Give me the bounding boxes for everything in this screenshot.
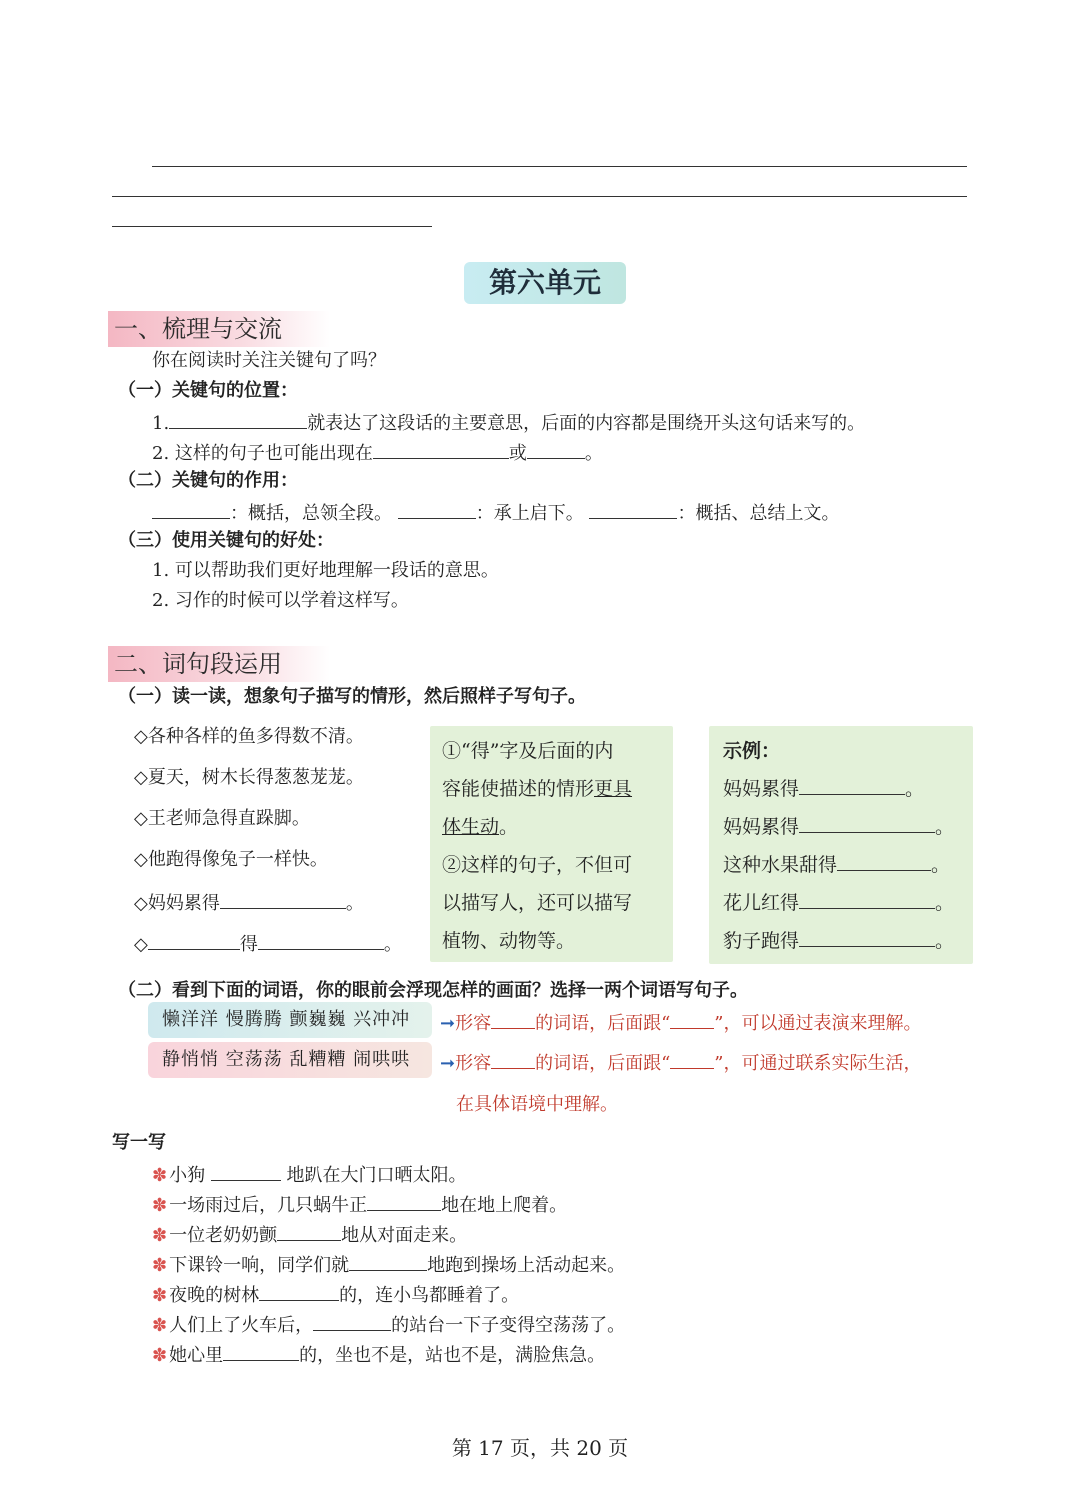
item-text: 她心里 — [169, 1345, 224, 1366]
example-text: 。 — [905, 778, 925, 800]
example-text: 。 — [931, 854, 951, 876]
flower-icon: ✽ — [152, 1345, 168, 1366]
answer-blank[interactable] — [148, 929, 240, 950]
tip-text: 容能使描述的情形 — [442, 778, 595, 800]
item-text: 地从对面走来。 — [341, 1225, 468, 1246]
example-text: 。 — [935, 816, 955, 838]
tip-text: 。 — [499, 816, 519, 838]
answer-blank[interactable] — [589, 498, 677, 519]
sample-sentence: ◇他跑得像兔子一样快。 — [134, 849, 328, 870]
example-text: 这种水果甜得 — [723, 854, 838, 876]
fill-item — [152, 408, 865, 437]
section-heading-2: 二、词句段运用 — [108, 646, 330, 682]
subsection-title: （二）看到下面的词语，你的眼前会浮现怎样的画面？选择一两个词语写句子。 — [118, 980, 748, 1001]
hint-text: ”，可以通过表演来理解。 — [714, 1013, 922, 1034]
answer-blank[interactable] — [259, 1280, 339, 1301]
answer-blank[interactable] — [349, 1250, 427, 1271]
item-text: 的，连小鸟都睡着了。 — [339, 1285, 520, 1306]
hint-text: 的词语，后面跟“ — [535, 1053, 671, 1074]
item-text: 或 — [508, 443, 527, 464]
write-item — [152, 1220, 467, 1249]
example-text: 。 — [935, 930, 955, 952]
word-group-1: 懒洋洋 慢腾腾 颤巍巍 兴冲冲 — [148, 1002, 432, 1038]
answer-blank[interactable] — [670, 1048, 714, 1069]
flower-icon: ✽ — [152, 1225, 168, 1246]
example-text: 妈妈累得 — [723, 778, 800, 800]
flower-icon: ✽ — [152, 1285, 168, 1306]
tip-line: ②这样的句子，不但可 — [442, 854, 633, 876]
answer-blank[interactable] — [491, 1048, 535, 1069]
flower-icon: ✽ — [152, 1255, 168, 1276]
flower-icon: ✽ — [152, 1195, 168, 1216]
answer-blank[interactable] — [152, 498, 230, 519]
example-row — [723, 922, 973, 960]
item-text: 。 — [584, 443, 603, 464]
answer-blank[interactable] — [211, 1160, 281, 1181]
example-row — [723, 770, 973, 808]
item-text: ：承上启下。 — [475, 503, 584, 524]
example-row — [723, 884, 973, 922]
sample-sentence: ◇王老师急得直跺脚。 — [134, 808, 310, 829]
tip-text: 更具 — [594, 778, 633, 800]
answer-blank[interactable] — [373, 438, 509, 459]
item-number: 1. — [152, 413, 170, 434]
answer-blank[interactable] — [313, 1310, 391, 1331]
write-title: 写一写 — [112, 1132, 166, 1153]
answer-blank[interactable] — [398, 498, 476, 519]
write-item — [152, 1280, 519, 1309]
unit-title: 第六单元 — [464, 262, 626, 304]
sample-sentence: ◇各种各样的鱼多得数不清。 — [134, 726, 364, 747]
item-text: 夜晚的树林 — [169, 1285, 260, 1306]
subsection-title: （三）使用关键句的好处： — [118, 530, 334, 551]
item-text: 地趴在大门口晒太阳。 — [280, 1165, 467, 1186]
tip-line: 以描写人，还可以描写 — [442, 892, 633, 914]
item-text: ◇ — [134, 934, 148, 955]
answer-blank[interactable] — [837, 850, 931, 871]
write-item — [152, 1310, 625, 1339]
item-text: ：概括，总领全段。 — [230, 503, 392, 524]
answer-blank[interactable] — [367, 1190, 441, 1211]
answer-line — [112, 196, 967, 197]
answer-blank[interactable] — [799, 926, 935, 947]
hint-text: 形容 — [455, 1013, 492, 1034]
tip-line: 植物、动物等。 — [442, 930, 576, 952]
answer-blank[interactable] — [220, 888, 346, 909]
word-hint-2-cont: 在具体语境中理解。 — [456, 1094, 618, 1115]
example-title: 示例： — [723, 740, 781, 762]
tip-line: ①“得”字及后面的内 — [442, 740, 614, 762]
example-text: 。 — [935, 892, 955, 914]
item-text: ：概括、总结上文。 — [677, 503, 840, 524]
answer-blank[interactable] — [799, 774, 905, 795]
subsection-title: （一）关键句的位置： — [118, 380, 298, 401]
hint-text: 形容 — [455, 1053, 492, 1074]
tip-line — [442, 770, 673, 808]
section-heading-1: 一、梳理与交流 — [108, 311, 330, 347]
write-item — [152, 1340, 605, 1369]
list-item: 2. 习作的时候可以学着这样写。 — [152, 590, 409, 611]
item-text: 一位老奶奶颤 — [169, 1225, 278, 1246]
flower-icon: ✽ — [152, 1165, 168, 1186]
list-item: 1. 可以帮助我们更好地理解一段话的意思。 — [152, 560, 499, 581]
answer-blank[interactable] — [169, 408, 307, 429]
write-item — [152, 1160, 467, 1189]
subsection-title: （一）读一读，想象句子描写的情形，然后照样子写句子。 — [118, 686, 586, 707]
fill-sentence — [134, 888, 364, 917]
tip-line — [442, 808, 673, 846]
page-number: 第 17 页，共 20 页 — [451, 1436, 629, 1460]
item-text: 的站台一下子变得空荡荡了。 — [391, 1315, 626, 1336]
example-box — [709, 726, 973, 964]
item-text: 人们上了火车后， — [169, 1315, 314, 1336]
example-text: 妈妈累得 — [723, 816, 800, 838]
answer-blank[interactable] — [223, 1340, 299, 1361]
fill-item — [152, 498, 839, 527]
arrow-icon: ➞ — [440, 1013, 456, 1034]
hint-text: ”，可通过联系实际生活， — [714, 1053, 922, 1074]
answer-blank[interactable] — [527, 438, 585, 459]
answer-blank[interactable] — [670, 1008, 714, 1029]
answer-blank[interactable] — [277, 1220, 341, 1241]
word-hint-1 — [440, 1008, 922, 1035]
item-text: 一场雨过后，几只蜗牛正 — [169, 1195, 368, 1216]
answer-line — [112, 226, 432, 227]
item-text: 小狗 — [169, 1165, 211, 1186]
answer-blank[interactable] — [799, 888, 935, 909]
example-text: 花儿红得 — [723, 892, 800, 914]
tip-box — [430, 726, 673, 962]
answer-blank[interactable] — [258, 929, 384, 950]
write-item — [152, 1190, 567, 1219]
answer-blank[interactable] — [491, 1008, 535, 1029]
flower-icon: ✽ — [152, 1315, 168, 1336]
item-text: 地跑到操场上活动起来。 — [427, 1255, 626, 1276]
hint-text: 的词语，后面跟“ — [535, 1013, 671, 1034]
example-row — [723, 846, 973, 884]
fill-sentence — [134, 929, 402, 958]
item-text: 就表达了这段话的主要意思，后面的内容都是围绕开头这句话来写的。 — [307, 413, 866, 434]
item-text: 下课铃一响，同学们就 — [169, 1255, 350, 1276]
example-row — [723, 808, 973, 846]
fill-item — [152, 438, 603, 467]
tip-text: 体生动 — [442, 816, 500, 838]
item-text: 。 — [345, 893, 364, 914]
item-text: 的，坐也不是，站也不是，满脸焦急。 — [299, 1345, 606, 1366]
item-text: 2. 这样的句子也可能出现在 — [152, 443, 373, 464]
sample-sentence: ◇夏天，树木长得葱葱茏茏。 — [134, 767, 364, 788]
answer-blank[interactable] — [799, 812, 935, 833]
item-text: 地在地上爬着。 — [441, 1195, 568, 1216]
subsection-title: （二）关键句的作用： — [118, 470, 298, 491]
item-text: ◇妈妈累得 — [134, 893, 220, 914]
item-text: 得 — [239, 934, 258, 955]
arrow-icon: ➞ — [440, 1053, 456, 1074]
word-hint-2 — [440, 1048, 922, 1075]
answer-line — [152, 166, 967, 167]
example-text: 豹子跑得 — [723, 930, 800, 952]
guiding-question: 你在阅读时关注关键句了吗？ — [152, 350, 386, 371]
write-item — [152, 1250, 625, 1279]
word-group-2: 静悄悄 空荡荡 乱糟糟 闹哄哄 — [148, 1042, 432, 1078]
item-text: 。 — [383, 934, 402, 955]
